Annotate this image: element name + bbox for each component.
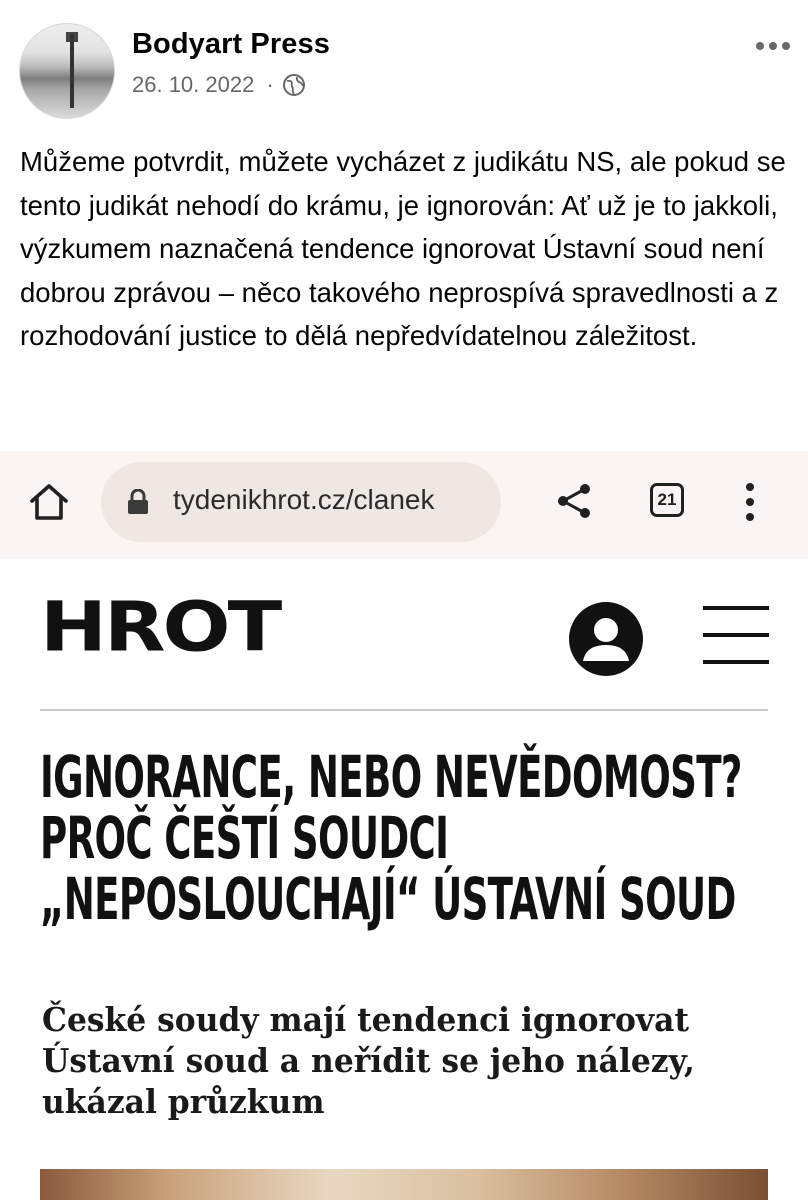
tabs-icon[interactable]: 21 bbox=[650, 483, 684, 517]
avatar-pole bbox=[70, 34, 74, 108]
home-icon[interactable] bbox=[28, 481, 70, 523]
share-icon[interactable] bbox=[554, 481, 594, 521]
post-text: Můžeme potvrdit, můžete vycházet z judikátu NS, ale pokud se tento judikát nehodí do krámu, je ignorován: Ať už je to jakkoli, výzkumem naznačená tendence ignorovat Ústavní soud není dobrou zprávou – něco takového neprospívá spravedlnosti a z rozhodování justice to dělá nepředvídatelnou záležitost. bbox=[20, 146, 786, 351]
subheadline-line: ukázal průzkum bbox=[42, 1082, 325, 1121]
globe-icon[interactable] bbox=[282, 73, 306, 97]
lock-icon bbox=[127, 489, 149, 515]
shared-screenshot[interactable] bbox=[0, 451, 808, 1200]
post-meta bbox=[132, 70, 306, 100]
more-horizontal-icon[interactable] bbox=[754, 36, 792, 56]
subheadline-line: České soudy mají tendenci ignorovat bbox=[42, 1000, 689, 1039]
headline-line: IGNORANCE, NEBO NEVĚDOMOST? bbox=[40, 743, 742, 811]
meta-separator: · bbox=[266, 72, 274, 97]
page-name[interactable]: Bodyart Press bbox=[132, 28, 330, 60]
site-logo[interactable]: HROT bbox=[40, 586, 280, 667]
post-date[interactable]: 26. 10. 2022 bbox=[132, 72, 255, 97]
url-text[interactable]: tydenikhrot.cz/clanek bbox=[173, 484, 435, 515]
url-bar[interactable] bbox=[101, 462, 501, 542]
subheadline-line: Ústavní soud a neřídit se jeho nálezy, bbox=[42, 1041, 695, 1080]
kebab-menu-icon[interactable] bbox=[740, 481, 760, 523]
headline-line: „NEPOSLOUCHAJÍ“ ÚSTAVNÍ SOUD bbox=[40, 865, 736, 933]
browser-toolbar bbox=[0, 451, 808, 560]
post-header bbox=[0, 0, 808, 130]
header-divider bbox=[40, 709, 768, 711]
account-icon[interactable] bbox=[568, 601, 644, 677]
article-hero-image[interactable] bbox=[40, 1169, 768, 1200]
hamburger-menu-icon[interactable] bbox=[703, 603, 769, 667]
headline-line: PROČ ČEŠTÍ SOUDCI bbox=[40, 804, 449, 872]
site-header bbox=[0, 559, 808, 711]
article-headline[interactable] bbox=[40, 743, 795, 933]
article-subheadline bbox=[42, 999, 783, 1122]
page-avatar[interactable] bbox=[19, 23, 115, 119]
